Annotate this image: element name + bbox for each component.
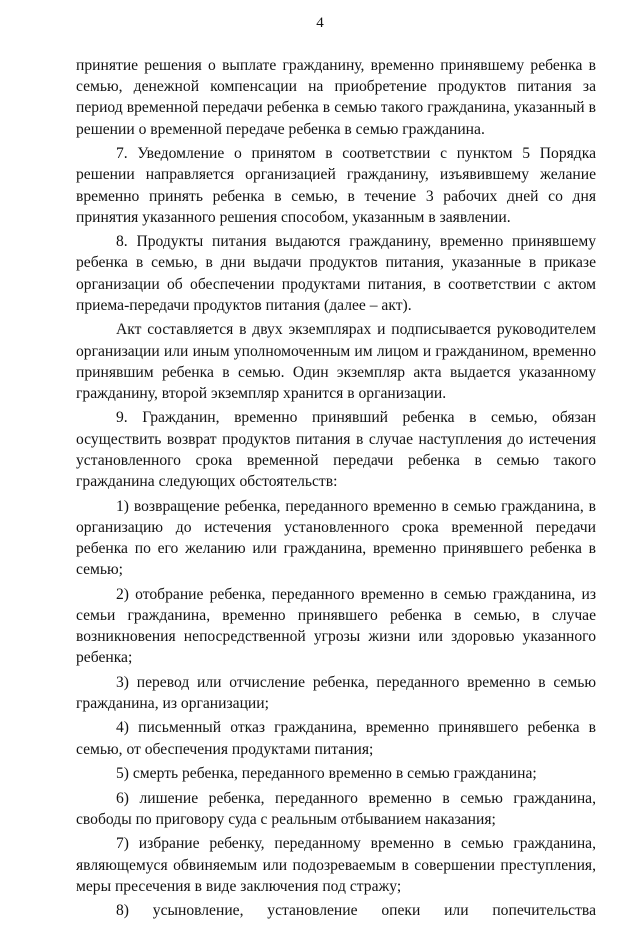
list-item-4-refusal: 4) письменный отказ гражданина, временно принявшего ребенка в семью, от обеспечения продуктами питания;: [76, 719, 596, 758]
page-number: 4: [316, 15, 324, 31]
list-item-2-removal: 2) отобрание ребенка, переданного временно в семью гражданина, из семьи гражданина, временно принявшего ребенка в семью, в случае возникновения непосредственной угрозы жизни или здоровью указанного ребенка;: [76, 585, 596, 667]
paragraph-item-9-return: 9. Гражданин, временно принявший ребенка в семью, обязан осуществить возврат продуктов питания в случае наступления до истечения установленного срока временной передачи ребенка в семью такого гражданина следующих обстоятельств:: [76, 409, 596, 491]
paragraph-act-copies: Акт составляется в двух экземплярах и подписывается руководителем организации или иным уполномоченным им лицом и гражданином, временно принявшим ребенка в семью. Один экземпляр акта выдается указанному гражданину, второй экземпляр хранится в организации.: [76, 321, 596, 402]
list-item-3-transfer: 3) перевод или отчисление ребенка, переданного временно в семью гражданина, из организации;: [76, 673, 596, 712]
list-item-6-imprisonment: 6) лишение ребенка, переданного временно в семью гражданина, свободы по приговору суда с реальным отбыванием наказания;: [76, 789, 596, 828]
paragraph-item-8-food-issue: 8. Продукты питания выдаются гражданину, временно принявшему ребенка в семью, в дни выдачи продуктов питания, указанные в приказе организации об обеспечении продуктами питания, в соответствии с актом приема-передачи продуктов питания (далее – акт).: [76, 233, 596, 314]
list-item-5-death: 5) смерть ребенка, переданного временно в семью гражданина;: [116, 765, 537, 783]
document-body: [76, 55, 596, 925]
paragraph-item-7-notification: 7. Уведомление о принятом в соответствии с пунктом 5 Порядка решении направляется организацией гражданину, изъявившему желание временно принять ребенка в семью, в течение 3 рабочих дней со дня принятия указанного решения способом, указанным в заявлении.: [76, 145, 596, 226]
paragraph-decision-continuation: принятие решения о выплате гражданину, временно принявшему ребенка в семью, денежной компенсации на приобретение продуктов питания за период временной передачи ребенка в семью такого гражданина, указанный в решении о временной передаче ребенка в семью гражданина.: [76, 57, 596, 138]
list-item-1-return-child: 1) возвращение ребенка, переданного временно в семью гражданина, в организацию до истечения установленного срока временной передачи ребенка по его желанию или гражданина, временно принявшего ребенка в семью;: [76, 497, 596, 579]
list-item-8-adoption: 8) усыновление, установление опеки или попечительства: [116, 902, 596, 920]
list-item-7-custody: 7) избрание ребенку, переданному временно в семью гражданина, являющемуся обвиняемым или подозреваемым в совершении преступления, меры пресечения в виде заключения под стражу;: [76, 835, 596, 895]
